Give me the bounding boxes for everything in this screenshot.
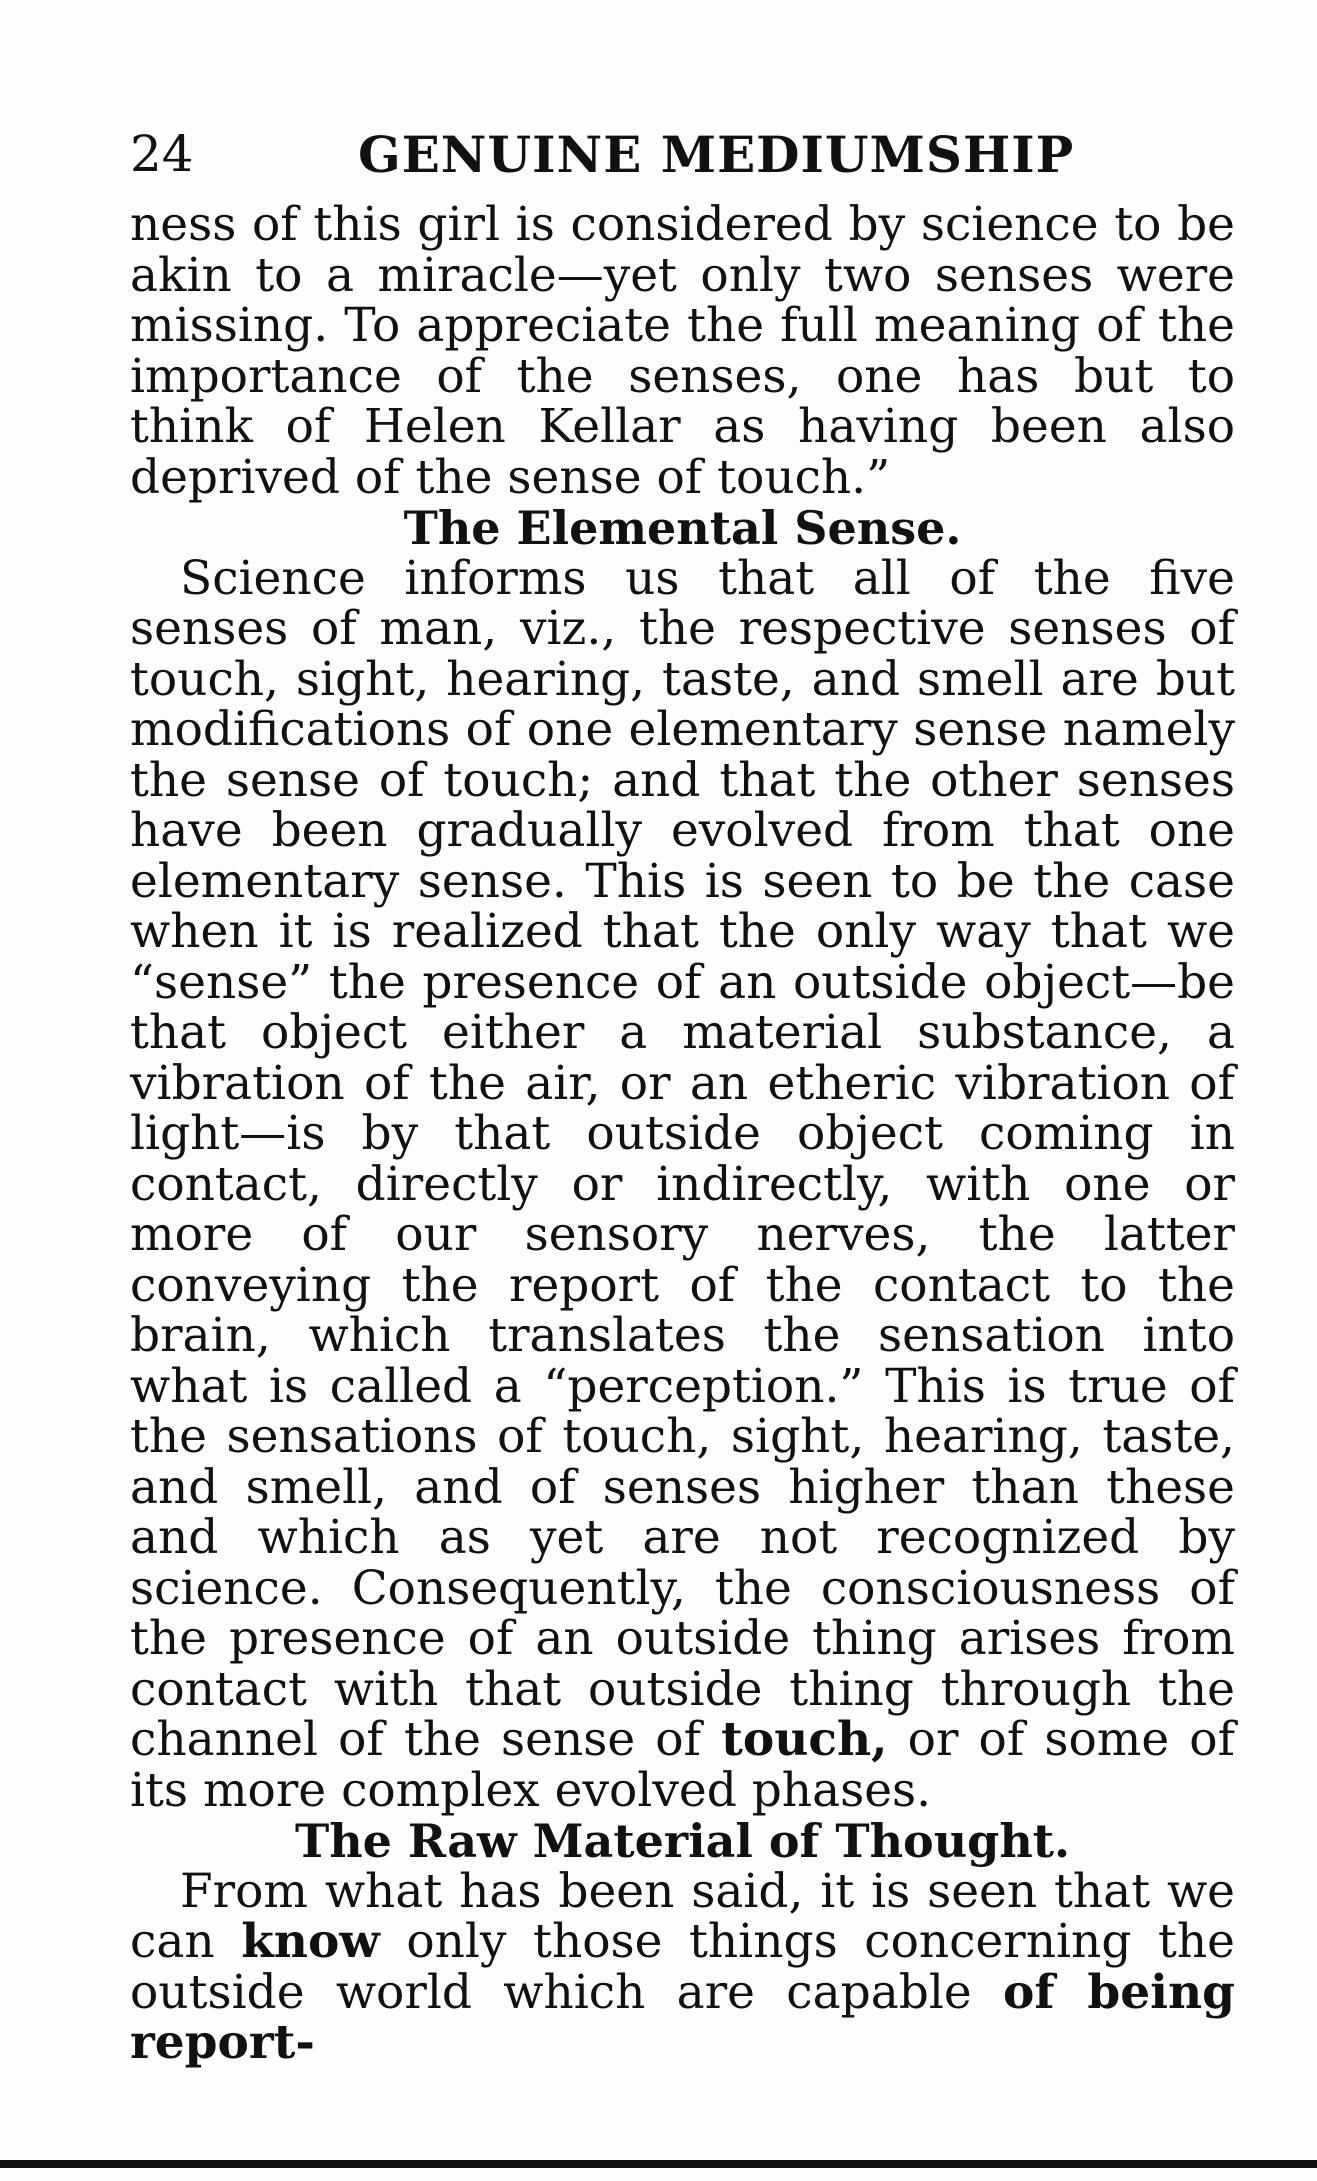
emphasis-know: know	[241, 1914, 380, 1969]
body-text	[130, 197, 1235, 2070]
paragraph-2	[130, 550, 1235, 1818]
page-header	[130, 115, 1230, 185]
bottom-edge-rule	[0, 2160, 1317, 2168]
section-heading-raw-material: The Raw Material of Thought.	[294, 1814, 1071, 1868]
section-heading-elemental-sense: The Elemental Sense.	[403, 501, 962, 555]
paragraph-1: ness of this girl is considered by science to be akin to a miracle—yet only two senses were missing. To appreciate the full meaning of the importance of the senses, one has but to think of Helen Kellar as having been also deprived of the sense of touch.”	[130, 197, 1235, 505]
paragraph-2-text: Science informs us that all of the five senses of man, viz., the respective senses of touch, sight, hearing, taste, and smell are but modifications of one elementary sense namely the sense of touch; and that the other senses have been gradually evolved from that one elementary sense. This is seen to be the case when it is realized that the only way that we “sense” the presence of an outside object—be that object either a material substance, a vibration of the air, or an etheric vibration of light—is by that outside object coming in contact, directly or indirectly, with one or more of our sensory nerves, the latter conveying the report of the contact to the brain, which translates the sensation into what is called a “perception.” This is true of the sensations of touch, sight, hearing, taste, and smell, and of senses higher than these and which as yet are not recognized by science. Consequently, the consciousness of the presence of an outside thing arises from contact with that outside thing through the channel of the sense of	[130, 550, 1235, 1767]
paragraph-3	[130, 1863, 1235, 2070]
emphasis-of-being-report: of being report-	[130, 1964, 1235, 2070]
paragraph-3-start: From what has been said, it is seen that we can	[130, 1863, 1235, 1969]
paragraph-2-end: or of some of its more complex evolved phases.	[130, 1712, 1235, 1818]
emphasis-touch: touch,	[721, 1712, 888, 1767]
running-title: GENUINE MEDIUMSHIP	[358, 125, 1075, 184]
paragraph-3-mid: only those things concerning the outside world which are capable	[130, 1914, 1235, 2020]
page-number: 24	[130, 125, 194, 183]
